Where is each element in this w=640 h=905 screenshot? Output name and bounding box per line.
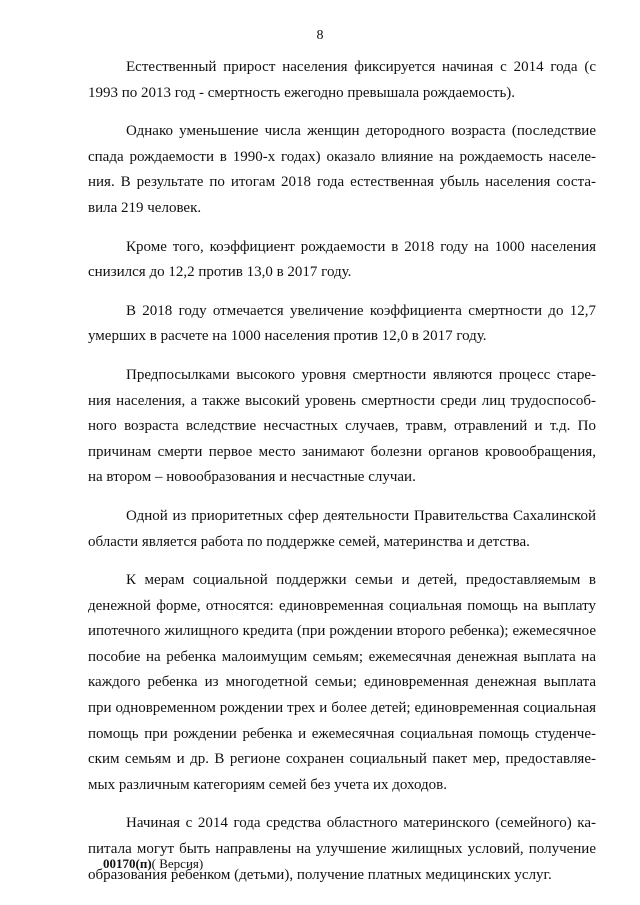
version-label: ( Версия) (151, 856, 204, 871)
document-code: 00170(п) (103, 856, 152, 871)
paragraph-8: Начиная с 2014 года средства областного материнского (семейного) капитала могут быть направлены на улучшение жилищных условий, получение образования ребенком (детьми), получение платных медицинских услуг. (88, 815, 596, 883)
document-body (88, 55, 596, 901)
paragraph-3: Кроме того, коэффициент рождаемости в 2018 году на 1000 населения снизился до 12,2 против 13,0 в 2017 году. (88, 238, 596, 281)
page-number: 8 (316, 28, 324, 43)
paragraph-5: Предпосылками высокого уровня смертности являются процесс старения населения, а также высокий уровень смертности среди лиц трудоспособного возраста вследствие несчастных случаев, травм, отравлений и т.д. По причинам смерти первое место занимают болезни органов кровообращения, на втором – новообразования и несчастные случаи. (88, 366, 596, 486)
paragraph-7: К мерам социальной поддержки семьи и детей, предоставляемым в денежной форме, относятся: единовременная социальная помощь на выплату ипотечного жилищного кредита (при рождении второго ребенка); ежемесячное пособие на ребенка малоимущим семьям; ежемесячная денежная выплата на каждого ребенка из многодетной семьи; единовременная денежная выплата при одновременном рождении трех и более детей; единовременная социальная помощь при рождении ребенка и ежемесячная социальная помощь студенческим семьям и др. В регионе сохранен социальный пакет мер, предоставляемых различным категориям семей без учета их доходов. (88, 572, 596, 793)
paragraph-4: В 2018 году отмечается увеличение коэффициента смертности до 12,7 умерших в расчете на 1000 населения против 12,0 в 2017 году. (88, 302, 596, 345)
paragraph-2: Однако уменьшение числа женщин детородного возраста (последствие спада рождаемости в 1990-х годах) оказало влияние на рождаемость населения. В результате по итогам 2018 года естественная убыль населения составила 219 человек. (88, 123, 596, 216)
paragraph-1: Естественный прирост населения фиксируется начиная с 2014 года (с 1993 по 2013 год - смертность ежегодно превышала рождаемость). (88, 59, 596, 101)
footer (103, 856, 203, 872)
paragraph-6: Одной из приоритетных сфер деятельности Правительства Сахалинской области является работа по поддержке семей, материнства и детства. (88, 507, 596, 550)
